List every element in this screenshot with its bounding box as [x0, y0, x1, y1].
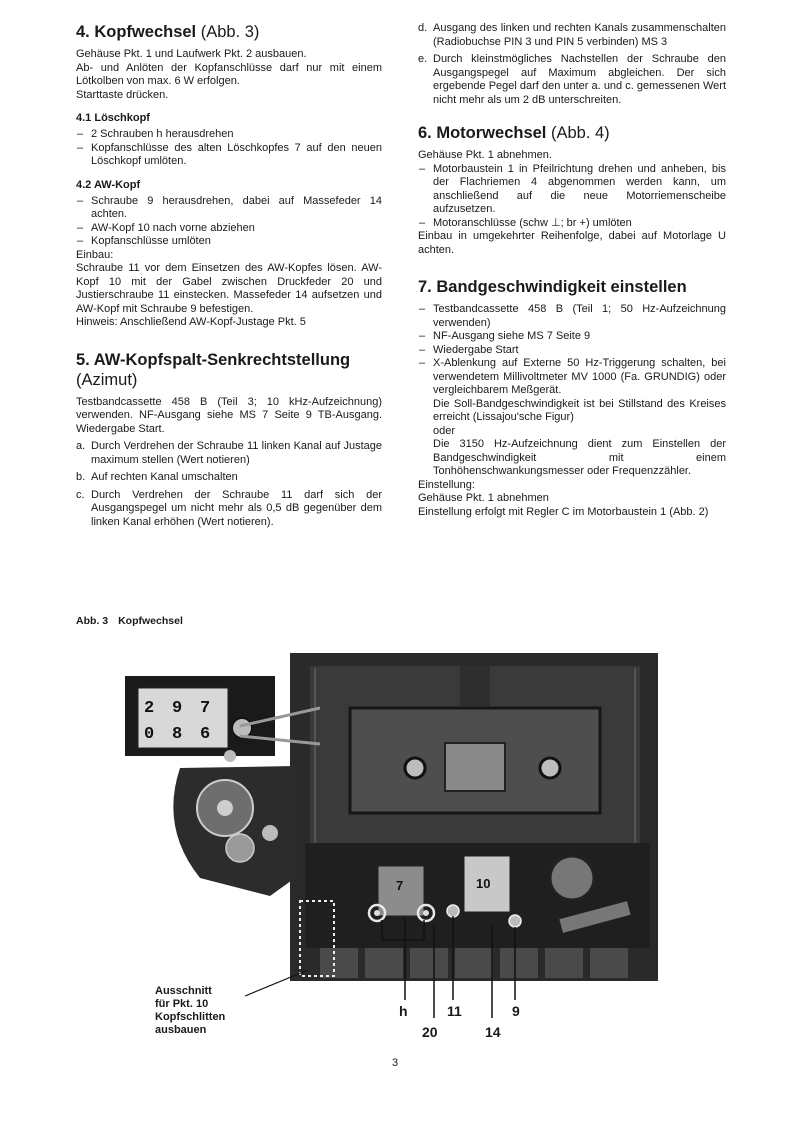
label-14: 14: [485, 1024, 501, 1040]
left-column: [76, 22, 382, 533]
list-item: d. Ausgang des linken und rechten Kanals zusammenschalten (Radiobuchse PIN 3 und PIN 5 verbinden) MS 3: [418, 22, 726, 48]
list-item: – Testbandcassette 458 B (Teil 1; 50 Hz-Aufzeichnung verwenden): [418, 303, 726, 330]
head-10-label: 10: [476, 876, 491, 891]
label-20: 20: [422, 1024, 438, 1040]
list-item: – NF-Ausgang siehe MS 7 Seite 9: [418, 330, 726, 344]
einstellung-paragraph-1: Gehäuse Pkt. 1 abnehmen: [418, 492, 549, 504]
tape-window: [445, 743, 505, 791]
counter-digit: 9: [172, 699, 183, 718]
counter-digit: 8: [172, 725, 183, 744]
section-4-heading: 4. Kopfwechsel (Abb. 3): [76, 23, 260, 41]
list-item: – Motoranschlüsse (schw ⊥; br +) umlöten: [418, 217, 726, 231]
label-9: 9: [512, 1003, 520, 1019]
head-7-label: 7: [396, 878, 404, 893]
list-item: – Motorbaustein 1 in Pfeilrichtung drehen und anheben, bis der Flachriemen 4 abgenommen werden kann, um anschließend auf die neue Motorriemenscheibe aufzusetzen.: [418, 163, 726, 217]
right-column: [418, 22, 726, 519]
einbau-label: Einbau:: [76, 248, 114, 261]
section-6-paragraph-2: Einbau in umgekehrter Reihenfolge, dabei auf Motorlage U achten.: [418, 230, 726, 256]
section-4-1-heading: 4.1 Löschkopf: [76, 112, 150, 124]
spindle-left: [405, 758, 425, 778]
counter-digit: 0: [144, 725, 155, 744]
section-5-steps-continued: [418, 22, 726, 107]
label-11: 11: [447, 1003, 462, 1019]
list-item: – X-Ablenkung auf Externe 50 Hz-Triggerung schalten, bei verwendetem Millivoltmeter MV 1000 (Fa. GRUNDIG) oder vergleichbarem Meßgerät.: [418, 357, 726, 398]
list-item: e. Durch kleinstmögliches Nachstellen der Schraube den Ausgangspegel auf Maximum abgleichen. Der sich ergebende Pegel darf den unter a. und c. gemessenen Wert nicht mehr als um 2 dB unterschreiten.: [418, 53, 726, 106]
section-4-paragraph-1: Gehäuse Pkt. 1 und Laufwerk Pkt. 2 ausbauen.: [76, 48, 307, 60]
counter-digit: 2: [144, 699, 155, 718]
mechanism-photo: [120, 648, 670, 1018]
einstellung-label: Einstellung:: [418, 478, 475, 491]
figure-caption: Abb. 3 Kopfwechsel: [76, 615, 183, 627]
label-h: h: [399, 1003, 408, 1019]
section-5-heading: 5. AW-Kopfspalt-Senkrechtstellung (Azimut): [76, 350, 351, 389]
page-number: 3: [392, 1057, 399, 1069]
counter-digit: 7: [200, 699, 211, 718]
list-item: – Wiedergabe Start: [418, 344, 726, 358]
list-item: c. Durch Verdrehen der Schraube 11 darf sich der Ausgangspegel um nicht mehr als 0,5 dB gegenüber dem linken Kanal erhöhen (Wert notieren).: [76, 488, 382, 528]
list-item: – Kopfanschlüsse umlöten: [76, 235, 382, 249]
cutout-callout: Ausschnitt für Pkt. 10 Kopfschlitten ausbauen: [155, 985, 226, 1036]
screw-9: [509, 915, 521, 927]
section-7-heading: 7. Bandgeschwindigkeit einstellen: [418, 278, 687, 296]
callout-leader: [245, 970, 308, 996]
list-item: b. Auf rechten Kanal umschalten: [76, 471, 238, 483]
section-7-sub-2: Die 3150 Hz-Aufzeichnung dient zum Einstellen der Bandgeschwindigkeit mit einem Tonhöhenschwankungsmesser oder Frequenzzähler.: [433, 438, 726, 477]
list-item: – 2 Schrauben h herausdrehen: [76, 128, 382, 142]
list-item: – Schraube 9 herausdrehen, dabei auf Massefeder 14 achten.: [76, 195, 382, 222]
hinweis-text: Hinweis: Anschließend AW-Kopf-Justage Pkt. 5: [76, 316, 306, 328]
section-4-1-list: [76, 128, 382, 169]
spindle-right: [540, 758, 560, 778]
section-4-2-list: [76, 195, 382, 249]
section-7-sub-1: Die Soll-Bandgeschwindigkeit ist bei Stillstand des Kreises erreicht (Lissajou'sche Figur): [433, 397, 726, 423]
screw-11: [447, 905, 459, 917]
section-4-paragraph-2: Ab- und Anlöten der Kopfanschlüsse darf nur mit einem Lötkolben von max. 6 W erfolgen.: [76, 61, 382, 87]
list-item: a. Durch Verdrehen der Schraube 11 linken Kanal auf Justage maximum stellen (Wert notieren): [76, 440, 382, 466]
section-6-list: [418, 163, 726, 231]
section-5-paragraph: Testbandcassette 458 B (Teil 3; 10 kHz-Aufzeichnung) verwenden. NF-Ausgang siehe MS 7 Seite 9 TB-Ausgang. Wiedergabe Start.: [76, 395, 382, 435]
section-6-paragraph-1: Gehäuse Pkt. 1 abnehmen.: [418, 149, 552, 161]
list-item: – AW-Kopf 10 nach vorne abziehen: [76, 222, 382, 236]
section-4-2-heading: 4.2 AW-Kopf: [76, 178, 141, 191]
section-5-steps: [76, 440, 382, 529]
section-4-paragraph-3: Starttaste drücken.: [76, 88, 169, 101]
counter-digit: 6: [200, 725, 211, 744]
section-7-list: [418, 303, 726, 398]
einstellung-paragraph-2: Einstellung erfolgt mit Regler C im Motorbaustein 1 (Abb. 2): [418, 505, 709, 518]
list-item: – Kopfanschlüsse des alten Löschkopfes 7 auf den neuen Löschkopf umlöten.: [76, 142, 382, 169]
capstan-wheel: [550, 856, 594, 900]
section-7-oder: oder: [433, 424, 456, 437]
einbau-text: Schraube 11 vor dem Einsetzen des AW-Kopfes lösen. AW-Kopf 10 mit der Gabel zwischen Druckfeder 20 und Justierschraube 11 einstecken. Massefeder 14 aufsetzen und AW-Kopf mit Schraube 9 befestigen.: [76, 262, 382, 315]
section-6-heading: 6. Motorwechsel (Abb. 4): [418, 124, 610, 142]
